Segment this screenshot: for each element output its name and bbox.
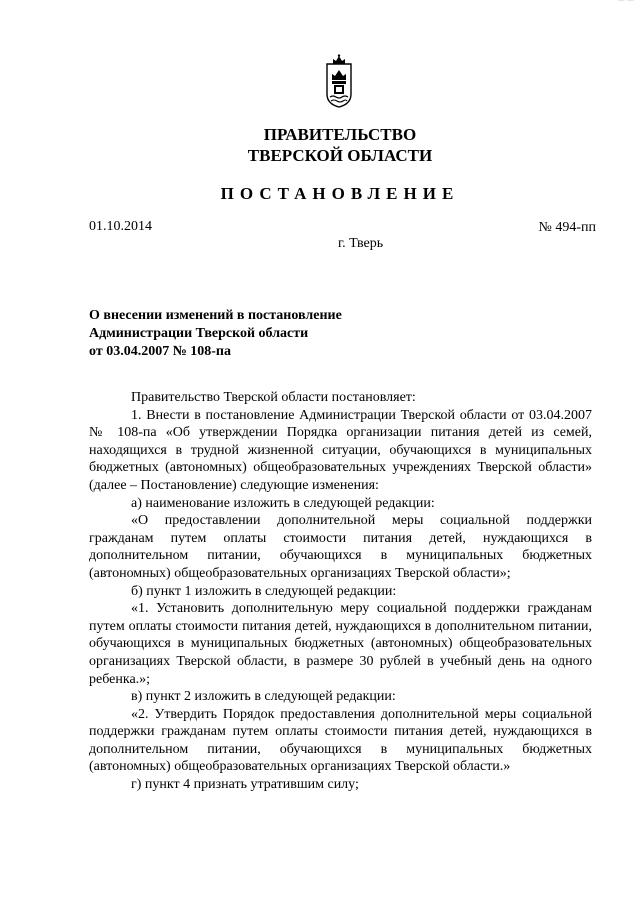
corner-mark: — — bbox=[617, 0, 634, 4]
document-body bbox=[89, 389, 592, 794]
body-paragraph: г) пункт 4 признать утратившим силу; bbox=[131, 777, 359, 793]
body-paragraph: в) пункт 2 изложить в следующей редакции: bbox=[131, 689, 396, 705]
body-paragraph: «1. Установить дополнительную меру социальной поддержки гражданам путем оплаты стоимости питания детей, нуждающихся в дополнительном питании, обучающихся в муниципальных бюджетных (автономных) общеобразовательных организациях Тверской области, в размере 30 рублей в учебный день на одного ребенка.»; bbox=[89, 601, 592, 687]
body-paragraph: 1. Внести в постановление Администрации Тверской области от 03.04.2007 № 108-па «Об утверждении Порядка организации питания детей из семей, находящихся в трудной жизненной ситуации, обучающихся в муниципальных бюджетных (автономных) общеобразовательных учреждениях Тверской области» (далее – Постановление) следующие изменения: bbox=[89, 407, 592, 493]
subject-line-2: Администрации Тверской области bbox=[89, 326, 309, 341]
subject-line-3: от 03.04.2007 № 108-па bbox=[89, 344, 231, 359]
organization-line-1: ПРАВИТЕЛЬСТВО bbox=[263, 125, 417, 144]
body-paragraph: б) пункт 1 изложить в следующей редакции: bbox=[131, 583, 397, 599]
document-subject bbox=[89, 307, 342, 361]
organization-line-2: ТВЕРСКОЙ ОБЛАСТИ bbox=[247, 146, 433, 165]
document-city: г. Тверь bbox=[338, 236, 384, 251]
body-paragraph: а) наименование изложить в следующей редакции: bbox=[131, 495, 435, 511]
document-number: № 494-пп bbox=[538, 220, 596, 235]
subject-line-1: О внесении изменений в постановление bbox=[89, 308, 342, 323]
body-paragraph: «О предоставлении дополнительной меры социальной поддержки гражданам путем оплаты стоимости питания детей, нуждающихся в дополнительном питании, обучающихся в муниципальных бюджетных (автономных) общеобразовательных организациях Тверской области»; bbox=[89, 513, 592, 581]
document-date: 01.10.2014 bbox=[89, 219, 152, 234]
coat-of-arms-icon bbox=[326, 54, 352, 108]
document-type-title: ПОСТАНОВЛЕНИЕ bbox=[220, 184, 460, 203]
body-paragraph: «2. Утвердить Порядок предоставления дополнительной меры социальной поддержки гражданам путем оплаты стоимости питания детей, нуждающихся в дополнительном питании, обучающихся в муниципальных бюджетных (автономных) общеобразовательных организациях Тверской области.» bbox=[89, 706, 592, 775]
body-paragraph: Правительство Тверской области постановляет: bbox=[131, 390, 416, 405]
